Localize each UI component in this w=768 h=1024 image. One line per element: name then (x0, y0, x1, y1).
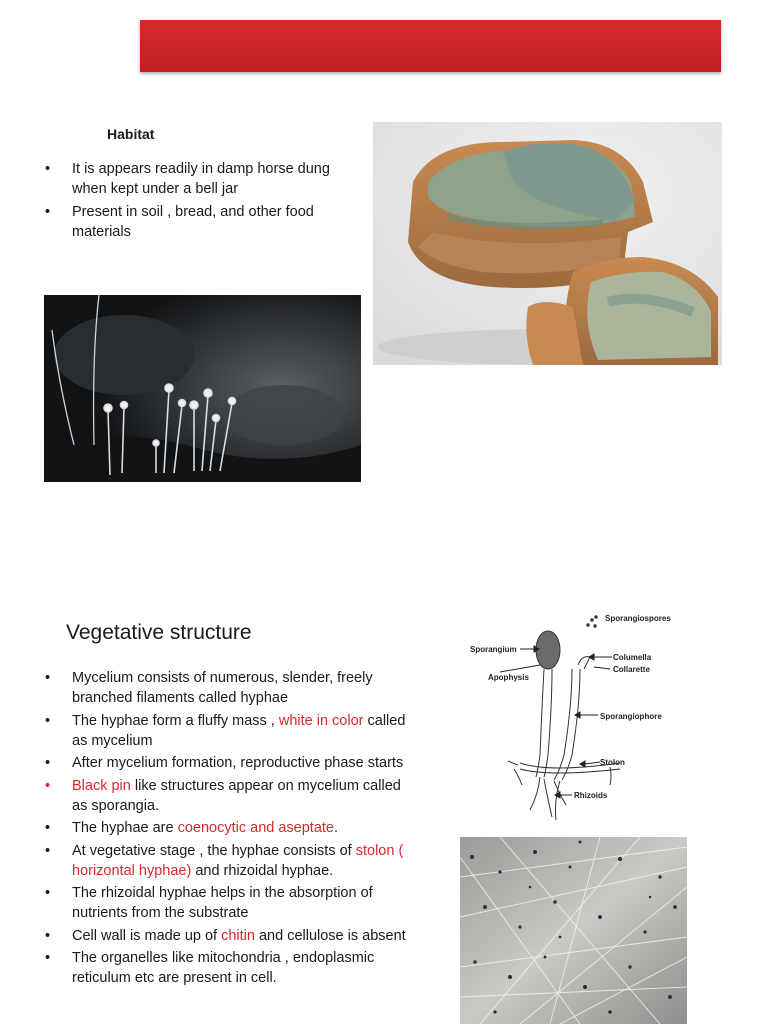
veg-bullet-2: • The hyphae form a fluffy mass , white in color called as mycelium (42, 711, 412, 751)
header-banner (140, 20, 721, 72)
label-stolon: Stolon (600, 758, 625, 767)
vegetative-list (42, 668, 412, 991)
moldy-bread-photo (373, 122, 722, 365)
veg-bullet-8: • Cell wall is made up of chitin and cellulose is absent (42, 926, 412, 946)
habitat-list (42, 159, 342, 245)
label-apophysis: Apophysis (488, 673, 529, 682)
label-sporangiospores: Sporangiospores (605, 614, 671, 623)
pin-mold-photo (44, 295, 361, 482)
habitat-heading: Habitat (107, 126, 155, 142)
rhizopus-diagram (460, 605, 700, 830)
habitat-bullet-2: • Present in soil , bread, and other food materials (42, 202, 342, 242)
label-rhizoids: Rhizoids (574, 791, 608, 800)
label-collarette: Collarette (613, 665, 650, 674)
veg-bullet-3: • After mycelium formation, reproductive phase starts (42, 753, 412, 773)
veg-bullet-9: • The organelles like mitochondria , endoplasmic reticulum etc are present in cell. (42, 948, 412, 988)
veg-bullet-1: • Mycelium consists of numerous, slender, freely branched filaments called hyphae (42, 668, 412, 708)
veg-bullet-7: • The rhizoidal hyphae helps in the absorption of nutrients from the substrate (42, 883, 412, 923)
vegetative-heading: Vegetative structure (66, 621, 252, 644)
veg-bullet-6: • At vegetative stage , the hyphae consists of stolon ( horizontal hyphae) and rhizoidal hyphae. (42, 841, 412, 881)
veg-bullet-4: • Black pin like structures appear on mycelium called as sporangia. (42, 776, 412, 816)
label-sporangium: Sporangium (470, 645, 517, 654)
label-columella: Columella (613, 653, 652, 662)
label-sporangiophore: Sporangiophore (600, 712, 662, 721)
habitat-bullet-1: • It is appears readily in damp horse dung when kept under a bell jar (42, 159, 342, 199)
veg-bullet-5: • The hyphae are coenocytic and aseptate. (42, 818, 412, 838)
mycelium-micrograph (460, 837, 687, 1024)
